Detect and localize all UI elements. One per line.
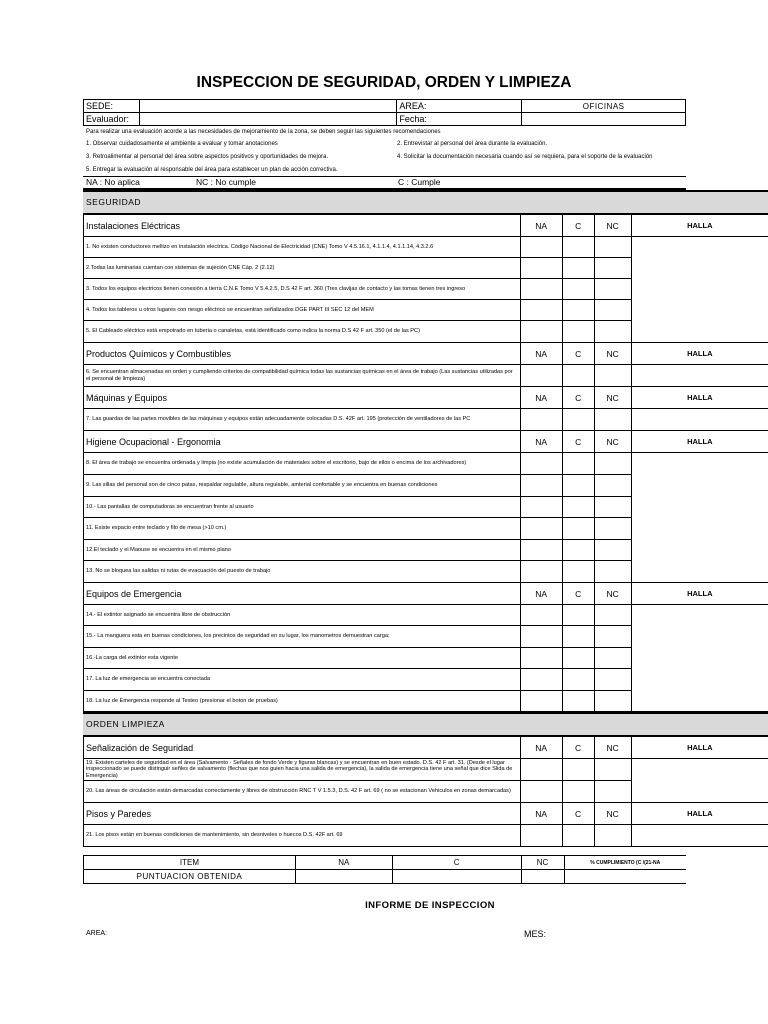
category-row xyxy=(84,737,768,759)
checklist-nc-cell[interactable] xyxy=(594,409,631,431)
informe-mes-label: MES: xyxy=(524,929,547,939)
checklist-na-cell[interactable] xyxy=(520,258,562,279)
recommendation-1: 1. Observar cuidadosamente el ambiente a evaluar y tomar anotaciones xyxy=(86,141,278,147)
checklist-c-cell[interactable] xyxy=(562,825,594,847)
recommendations xyxy=(83,126,686,177)
checklist-row xyxy=(84,605,768,626)
col-nc-header: NC xyxy=(594,431,631,453)
col-hallazgos-header: HALLA xyxy=(631,343,768,365)
checklist-item-text: 3. Todos los equipos electricos tienen conexión a tierra C.N.E Tomo V 5.4.2.5, D.S 42 F art. 360 (Tres clavijas de contacto y las tomas tienen tres ingreso xyxy=(84,279,521,300)
summary-nc-value[interactable] xyxy=(521,870,564,884)
checklist-na-cell[interactable] xyxy=(520,605,562,626)
checklist-c-cell[interactable] xyxy=(562,648,594,669)
col-c-header: C xyxy=(562,737,594,759)
col-nc-header: NC xyxy=(594,343,631,365)
checklist-item-text: 12.El teclado y el Maouse se encuentra en el mismo plano xyxy=(84,540,521,561)
checklist-nc-cell[interactable] xyxy=(594,453,631,475)
col-hallazgos-header: HALLA xyxy=(631,431,768,453)
checklist-item-text: 21. Los pisos están en buenas condiciones de mantenimiento, sin desniveles o huecos D.S. 42F art. 69 xyxy=(84,825,521,847)
col-na-header: NA xyxy=(520,803,562,825)
checklist-nc-cell[interactable] xyxy=(594,691,631,712)
category-name: Higiene Ocupacional - Ergonomia xyxy=(84,431,521,453)
summary-c-label: C xyxy=(392,856,521,870)
col-hallazgos-header: HALLA xyxy=(631,737,768,759)
checklist-nc-cell[interactable] xyxy=(594,648,631,669)
checklist-na-cell[interactable] xyxy=(520,453,562,475)
sede-label: SEDE: xyxy=(84,100,140,113)
col-na-header: NA xyxy=(520,737,562,759)
summary-na-label: NA xyxy=(295,856,392,870)
hallazgos-cell[interactable] xyxy=(631,759,768,803)
col-na-header: NA xyxy=(520,431,562,453)
checklist-nc-cell[interactable] xyxy=(594,669,631,691)
checklist-na-cell[interactable] xyxy=(520,279,562,300)
col-hallazgos-header: HALLA xyxy=(631,803,768,825)
checklist-c-cell[interactable] xyxy=(562,497,594,518)
header-form xyxy=(83,99,686,126)
col-c-header: C xyxy=(562,343,594,365)
section-1-header: ORDEN LIMPIEZA xyxy=(83,712,768,736)
checklist-c-cell[interactable] xyxy=(562,321,594,343)
category-row xyxy=(84,583,768,605)
checklist-c-cell[interactable] xyxy=(562,279,594,300)
summary-puntuacion-label: PUNTUACION OBTENIDA xyxy=(84,870,296,884)
category-row xyxy=(84,431,768,453)
checklist-item-text: 9. Las sillas del personal son de cinco patas, respaldar regulable, altura regulable, amterial confortable y se encuentra en buenas condiciones xyxy=(84,475,521,497)
checklist-row xyxy=(84,453,768,475)
category-row xyxy=(84,343,768,365)
hallazgos-cell[interactable] xyxy=(631,409,768,431)
legend xyxy=(83,177,686,190)
checklist-nc-cell[interactable] xyxy=(594,540,631,561)
col-na-header: NA xyxy=(520,583,562,605)
checklist-na-cell[interactable] xyxy=(520,300,562,321)
summary-c-value[interactable] xyxy=(392,870,521,884)
checklist-item-text: 19. Existen carteles de seguridad en el área (Salvamento - Señales de fondo Verde y figuras blancas) y se encuentran en buen estado. D.S. 42 F art. 31. (Desde el lugar inspeccionado se puede distinguir señles de salvamento (flechas que nos guien hacia una salida de emergencia), la salida de emergencia tiene una señal que dice Slida de Emergencia) xyxy=(84,759,521,781)
checklist-nc-cell[interactable] xyxy=(594,475,631,497)
col-hallazgos-header: HALLA xyxy=(631,215,768,237)
checklist-na-cell[interactable] xyxy=(520,540,562,561)
evaluador-label: Evaluador: xyxy=(84,113,140,126)
summary-cumplimiento-label: % CUMPLIMIENTO (C /(21-NA xyxy=(564,856,686,870)
col-c-header: C xyxy=(562,583,594,605)
col-nc-header: NC xyxy=(594,387,631,409)
summary-table xyxy=(83,855,686,884)
recommendation-2: 2. Entrevistar al personal del área durante la evaluación. xyxy=(397,141,548,147)
checklist-c-cell[interactable] xyxy=(562,781,594,803)
checklist-item-text: 6. Se encuentran almacenadas en orden y cumpliendo criterios de compatibilidad química todas las sustancias químicas en el área de trabajo (Las sustancias utilizadas por el personal de limpieza) xyxy=(84,365,521,387)
fecha-label: Fecha: xyxy=(397,113,522,126)
summary-item-label: ITEM xyxy=(84,856,296,870)
checklist-nc-cell[interactable] xyxy=(594,237,631,258)
checklist-item-text: 8. El área de trabajo se encuentra ordenada y limpia (no existe acumulación de materiales sobre el escritorio, bajo de ellos o encima de los archivadores) xyxy=(84,453,521,475)
checklist-item-text: 14.- El extintor asignado se encuentra libre de obstrucción xyxy=(84,605,521,626)
checklist-na-cell[interactable] xyxy=(520,497,562,518)
recommendation-4: 4. Solicitar la documentación necesaria cuando así se requiera, para el soporte de la evaluación xyxy=(397,154,653,160)
col-hallazgos-header: HALLA xyxy=(631,583,768,605)
checklist-c-cell[interactable] xyxy=(562,258,594,279)
checklist xyxy=(83,190,768,847)
sede-field[interactable] xyxy=(139,100,396,113)
category-name: Máquinas y Equipos xyxy=(84,387,521,409)
checklist-item-text: 11. Existe espacio entre teclado y filo de mesa (>10 cm.) xyxy=(84,518,521,540)
recommendation-3: 3. Retroalimentar al personal del área sobre aspectos positivos y oportunidades de mejora. xyxy=(86,154,329,160)
checklist-na-cell[interactable] xyxy=(520,409,562,431)
col-c-header: C xyxy=(562,215,594,237)
checklist-nc-cell[interactable] xyxy=(594,561,631,583)
checklist-c-cell[interactable] xyxy=(562,561,594,583)
checklist-row xyxy=(84,365,768,387)
checklist-item-text: 2.Todas las luminarias cuentan con sistemas de sujeción CNE Cáp. 2 (2.12) xyxy=(84,258,521,279)
checklist-na-cell[interactable] xyxy=(520,365,562,387)
checklist-row xyxy=(84,237,768,258)
checklist-na-cell[interactable] xyxy=(520,321,562,343)
checklist-c-cell[interactable] xyxy=(562,237,594,258)
hallazgos-cell[interactable] xyxy=(631,365,768,387)
section-1-table xyxy=(83,736,768,847)
legend-nc: NC : No cumple xyxy=(196,177,256,187)
col-c-header: C xyxy=(562,431,594,453)
checklist-item-text: 7. Las guardas de las partes movibles de las máquinas y equipos están adecuadamente colocadas D.S. 42F art. 195 (protección de ventiladores de las PC xyxy=(84,409,521,431)
col-na-header: NA xyxy=(520,215,562,237)
informe-area-label: AREA: xyxy=(86,930,108,937)
checklist-nc-cell[interactable] xyxy=(594,518,631,540)
col-c-header: C xyxy=(562,803,594,825)
section-0-table xyxy=(83,214,768,712)
summary-cumplimiento-value[interactable] xyxy=(564,870,686,884)
hallazgos-cell[interactable] xyxy=(631,453,768,583)
col-nc-header: NC xyxy=(594,737,631,759)
checklist-c-cell[interactable] xyxy=(562,669,594,691)
checklist-nc-cell[interactable] xyxy=(594,279,631,300)
checklist-c-cell[interactable] xyxy=(562,518,594,540)
checklist-nc-cell[interactable] xyxy=(594,365,631,387)
category-row xyxy=(84,215,768,237)
checklist-na-cell[interactable] xyxy=(520,475,562,497)
checklist-na-cell[interactable] xyxy=(520,759,562,781)
checklist-nc-cell[interactable] xyxy=(594,781,631,803)
checklist-nc-cell[interactable] xyxy=(594,300,631,321)
section-0-header: SEGURIDAD xyxy=(83,190,768,214)
category-name: Productos Químicos y Combustibles xyxy=(84,343,521,365)
col-hallazgos-header: HALLA xyxy=(631,387,768,409)
category-name: Instalaciones Eléctricas xyxy=(84,215,521,237)
checklist-item-text: 13. No se bloquea las salidas ni rutas de evacuación del puesto de trabajo xyxy=(84,561,521,583)
checklist-na-cell[interactable] xyxy=(520,626,562,648)
checklist-nc-cell[interactable] xyxy=(594,258,631,279)
checklist-item-text: 17. La luz de emergencia se encuentra conectada xyxy=(84,669,521,691)
checklist-na-cell[interactable] xyxy=(520,781,562,803)
col-nc-header: NC xyxy=(594,803,631,825)
hallazgos-cell[interactable] xyxy=(631,825,768,847)
summary-na-value[interactable] xyxy=(295,870,392,884)
checklist-item-text: 15.- La manguera esta en buenas condiciones, los precintos de seguridad en su lugar, los manometros demuestran carga; xyxy=(84,626,521,648)
checklist-c-cell[interactable] xyxy=(562,409,594,431)
category-name: Equipos de Emergencia xyxy=(84,583,521,605)
category-row xyxy=(84,387,768,409)
checklist-item-text: 5. El Cableado eléctrico está empotrado en tuberia o canaletas, está identificado como indica la norma D.S 42 F art. 350 (el de las PC) xyxy=(84,321,521,343)
checklist-item-text: 16.-La carga del extintor esta vigente xyxy=(84,648,521,669)
category-name: Señalización de Seguridad xyxy=(84,737,521,759)
summary-nc-label: NC xyxy=(521,856,564,870)
col-na-header: NA xyxy=(520,343,562,365)
checklist-item-text: 4. Todos los tableros u otros lugares con riesgo eléctrico se encuentran señalizados DGE PART III SEC 12 del MEM xyxy=(84,300,521,321)
checklist-row xyxy=(84,759,768,781)
checklist-nc-cell[interactable] xyxy=(594,759,631,781)
category-name: Pisos y Paredes xyxy=(84,803,521,825)
checklist-c-cell[interactable] xyxy=(562,475,594,497)
checklist-nc-cell[interactable] xyxy=(594,497,631,518)
col-na-header: NA xyxy=(520,387,562,409)
checklist-item-text: 20. Las áreas de circulación están demarcadas correctamente y libres de obstrucción RNC T V 1.5.3, D.S. 42 F art. 69 ( no se estacionan Vehiculos en zonas demarcadas) xyxy=(84,781,521,803)
category-row xyxy=(84,803,768,825)
evaluador-field[interactable] xyxy=(139,113,396,126)
area-value[interactable]: OFICINAS xyxy=(522,100,686,113)
checklist-c-cell[interactable] xyxy=(562,759,594,781)
recommendations-intro: Para realizar una evaluación acorde a las necesidades de mejoramiento de la zona, se deben seguir las siguientes recomendaciones xyxy=(86,129,441,135)
checklist-c-cell[interactable] xyxy=(562,540,594,561)
col-nc-header: NC xyxy=(594,583,631,605)
checklist-c-cell[interactable] xyxy=(562,453,594,475)
checklist-na-cell[interactable] xyxy=(520,825,562,847)
checklist-nc-cell[interactable] xyxy=(594,605,631,626)
area-label: AREA: xyxy=(397,100,522,113)
recommendation-5: 5. Entregar la evaluación al responsable del área para establecer un plan de acción correctiva. xyxy=(86,167,338,173)
checklist-na-cell[interactable] xyxy=(520,669,562,691)
hallazgos-cell[interactable] xyxy=(631,605,768,712)
legend-na: NA : No aplica xyxy=(86,177,140,187)
checklist-row xyxy=(84,409,768,431)
hallazgos-cell[interactable] xyxy=(631,237,768,343)
checklist-c-cell[interactable] xyxy=(562,365,594,387)
legend-c: C : Cumple xyxy=(398,177,441,187)
checklist-c-cell[interactable] xyxy=(562,300,594,321)
checklist-c-cell[interactable] xyxy=(562,691,594,712)
col-nc-header: NC xyxy=(594,215,631,237)
checklist-c-cell[interactable] xyxy=(562,626,594,648)
checklist-item-text: 1. No existen conductores mellizo en instalación electrica. Código Nacional de Electricidad (CNE) Tomo V 4.5.16.1, 4.1.1.4, 4.1.1.14, 4.3.2.6 xyxy=(84,237,521,258)
checklist-nc-cell[interactable] xyxy=(594,321,631,343)
checklist-na-cell[interactable] xyxy=(520,518,562,540)
checklist-nc-cell[interactable] xyxy=(594,626,631,648)
checklist-item-text: 10.- Las pantallas de computadoras se encuentran frente al usuario xyxy=(84,497,521,518)
col-c-header: C xyxy=(562,387,594,409)
informe-title: INFORME DE INSPECCION xyxy=(365,900,495,911)
page-title: INSPECCION DE SEGURIDAD, ORDEN Y LIMPIEZA xyxy=(196,74,572,91)
checklist-nc-cell[interactable] xyxy=(594,825,631,847)
checklist-row xyxy=(84,825,768,847)
checklist-item-text: 18. La luz de Emergencia responde al Testeo (presionar el boton de pruebas) xyxy=(84,691,521,712)
checklist-na-cell[interactable] xyxy=(520,237,562,258)
checklist-na-cell[interactable] xyxy=(520,648,562,669)
checklist-na-cell[interactable] xyxy=(520,691,562,712)
checklist-na-cell[interactable] xyxy=(520,561,562,583)
checklist-c-cell[interactable] xyxy=(562,605,594,626)
fecha-field[interactable] xyxy=(522,113,686,126)
